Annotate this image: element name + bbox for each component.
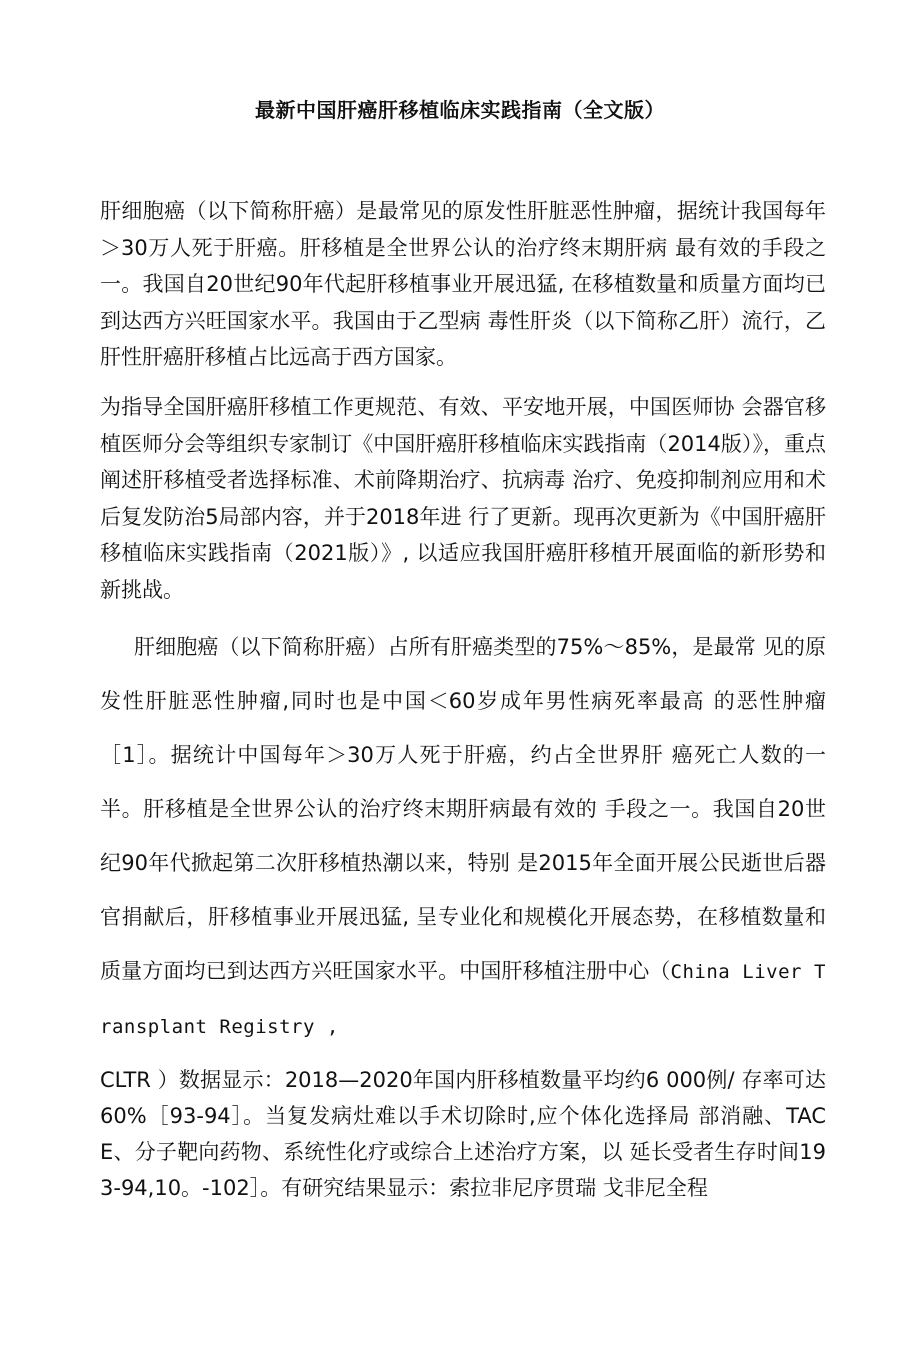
paragraph-registry-data: CLTR ）数据显示：2018—2020年国内肝移植数量平均约6 000例/ 存率可达60%［93-94］。当复发病灶难以手术切除时,应个体化选择局 部消融、TACE、分子靶向药物、系统性化疗或综合上述治疗方案，以 延长受者生存时间193-94,10。-102］。有研究结果显示：索拉非尼序贯瑞 戈非尼全程 (100, 1068, 826, 1200)
paragraph-guideline-purpose: 为指导全国肝癌肝移植工作更规范、有效、平安地开展，中国医师协 会器官移植医师分会等组织专家制订《中国肝癌肝移植临床实践指南（2014版）》，重点阐述肝移植受者选择标准、术前降期治疗、抗病毒 治疗、免疫抑制剂应用和术后复发防治5局部内容，并于2018年进 行了更新。现再次更新为《中国肝癌肝移植临床实践指南（2021版）》, 以适应我国肝癌肝移植开展面临的新形势和新挑战。 (100, 395, 826, 602)
document-title: 最新中国肝癌肝移植临床实践指南（全文版） (255, 98, 665, 122)
paragraph-intro: 肝细胞癌（以下简称肝癌）是最常见的原发性肝脏恶性肿瘤，据统计我国每年＞30万人死于肝癌。肝移植是全世界公认的治疗终末期肝病 最有效的手段之一。我国自20世纪90年代起肝移植事业开展迅猛, 在移植数量和质量方面均已到达西方兴旺国家水平。我国由于乙型病 毒性肝炎（以下简称乙肝）流行，乙肝性肝癌肝移植占比远高于西方国家。 (100, 199, 826, 369)
paragraph-background-text: 肝细胞癌（以下简称肝癌）占所有肝癌类型的75%〜85%，是最常 见的原发性肝脏恶性肿瘤,同时也是中国＜60岁成年男性病死率最高 的恶性肿瘤［1］。据统计中国每年＞30万人死于肝癌，约占全世界肝 癌死亡人数的一半。肝移植是全世界公认的治疗终末期肝病最有效的 手段之一。我国自20世纪90年代掀起第二次肝移植热潮以来，特别 是2015年全面开展公民逝世后器官捐献后，肝移植事业开展迅猛, 呈专业化和规模化开展态势，在移植数量和质量方面均已到达西方兴旺国家水平。中国肝移植注册中心（ (100, 635, 826, 983)
registry-name: China Liver Transplant Registry , (100, 961, 826, 1038)
paragraph-background (100, 620, 826, 1054)
